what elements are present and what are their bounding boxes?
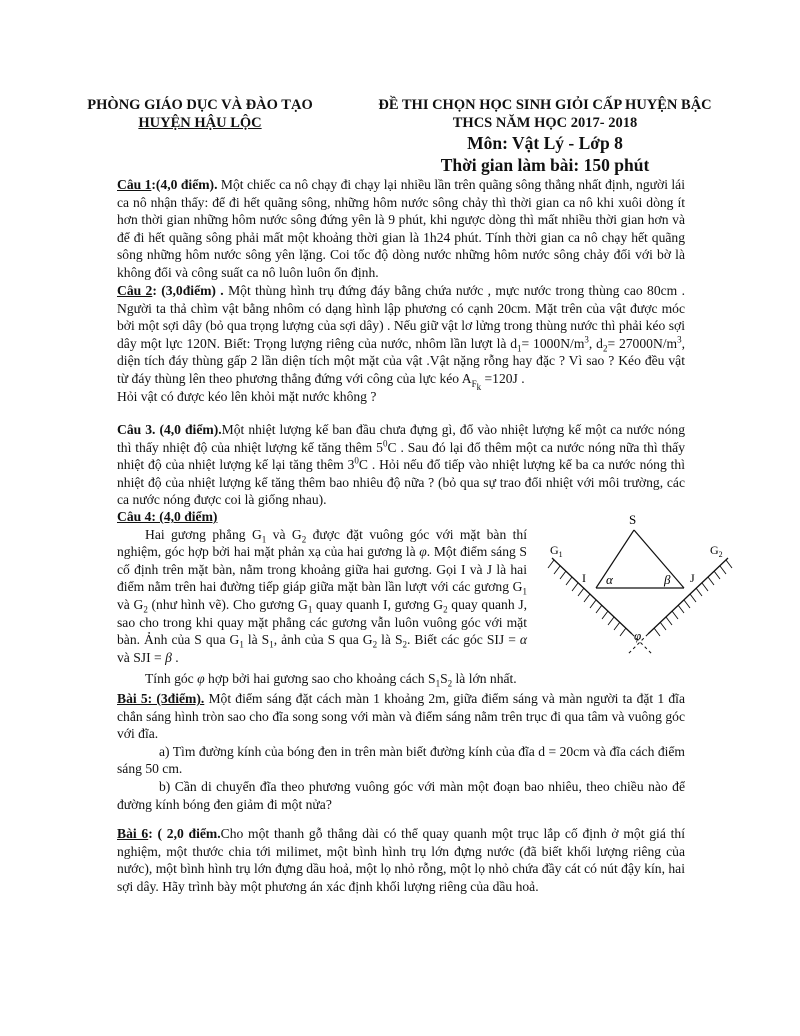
- exam-title: ĐỀ THI CHỌN HỌC SINH GIỎI CẤP HUYỆN BẬC: [378, 97, 712, 113]
- question-4: [117, 508, 527, 666]
- mirror-g1-hatch: [548, 560, 626, 636]
- question-3-label: Câu 3. (4,0 điểm).: [117, 422, 222, 437]
- q4-sub: 1: [522, 587, 527, 598]
- degree-2: 0: [354, 455, 359, 466]
- q4-t14: .: [171, 649, 179, 665]
- question-2-text-a: Một thùng hình trụ đứng đáy bằng chứa nước , mực nước trong thùng cao 80cm . Người ta thả chìm vật bằng nhôm có dạng hình lập phương có cạnh 20cm. Mặt trên của vật được móc bởi một sợi dây (bỏ qua trọng lượng của sợi dây) . Nếu giữ vật lơ lửng trong thùng nước thì phải kéo sợi dây một lực 120N. Biết: Trọng lượng riêng của nước, nhôm lần lượt là d: [117, 283, 685, 351]
- q4-task-a: Tính góc: [145, 671, 198, 686]
- unit-cube-1: 3: [584, 334, 589, 345]
- q4-t2: và G: [266, 526, 302, 542]
- q4-t10: , ảnh của S qua G: [273, 632, 373, 648]
- question-3-text-b: C . Sau đó lại đổ thêm một ca nước nóng nữa thì thấy nhiệt độ của nhiệt lượng kế lại tăng thêm 3: [117, 439, 686, 473]
- label-g1: $G_1$: [550, 543, 563, 559]
- header-left: [80, 96, 320, 132]
- segment-is: [596, 530, 634, 588]
- d1-value: = 1000N/m: [521, 335, 585, 351]
- q4-t7: quay quanh I, gương G: [312, 596, 444, 612]
- beta-symbol: β: [165, 649, 172, 665]
- unit-cube-2: 3: [677, 334, 682, 345]
- question-2-points: : (3,0điểm) .: [152, 283, 224, 298]
- q4-t4: . Một điểm sáng S cố định trên mặt bàn, nằm trong khoảng giữa hai gương. Gọi I và J là hai điểm nằm trên hai đường tiếp giáp giữa mặt bàn lần lượt với các gương G: [117, 544, 527, 595]
- question-3: [117, 421, 685, 509]
- label-i: I: [582, 571, 586, 585]
- q4-sub: 1: [307, 604, 313, 615]
- question-2-text-c: Hỏi vật có được kéo lên khỏi mặt nước không ?: [117, 388, 377, 404]
- q4-t1: Hai gương phẳng G: [145, 526, 262, 542]
- question-5-part-b: b) Cần di chuyển đĩa theo phương vuông góc với màn một đoạn bao nhiêu, theo chiều nào để đường kính bóng đen giảm đi một nửa?: [117, 778, 685, 812]
- q4-t8: quay quanh J, sao cho trong khi quay mặt phẳng các gương vẫn luôn vuông góc với mặt bàn. Ảnh của S qua G: [117, 596, 528, 648]
- district-name: HUYỆN HẬU LỘC: [138, 115, 262, 131]
- q4-sub: 1: [435, 678, 441, 689]
- q4-t9: là S: [243, 632, 270, 648]
- header-right: [350, 96, 740, 176]
- label-g2: $G_2$: [710, 543, 723, 559]
- label-s: S: [629, 512, 637, 527]
- q4-t13: và SJI =: [117, 649, 166, 665]
- question-5-text: Một điểm sáng đặt cách màn 1 khoảng 2m, giữa điểm sáng và màn người ta đặt 1 đĩa chắn sáng hình tròn sao cho đĩa song song với màn và điểm sáng nằm trên trục đi qua tâm và vuông góc với đĩa.: [117, 691, 685, 742]
- q4-sub: 1: [269, 639, 274, 650]
- q4-sub: 2: [301, 534, 307, 545]
- q4-t5: và G: [117, 596, 144, 612]
- q4-task-c: S: [440, 671, 448, 686]
- q4-t11: là S: [377, 632, 403, 648]
- q4-sub: 2: [372, 639, 378, 650]
- exam-time: Thời gian làm bài: 150 phút: [440, 155, 650, 175]
- q4-sub: 2: [143, 604, 148, 615]
- mirror-diagram: [540, 510, 740, 680]
- question-6-points: : ( 2,0 điểm.: [148, 826, 221, 841]
- label-beta: β: [664, 572, 671, 587]
- label-alpha: α: [606, 572, 613, 587]
- question-3-text-a: Một nhiệt lượng kế ban đầu chưa đựng gì, đổ vào nhiệt lượng kế một ca nước nóng thì thấy nhiệt độ của nhiệt lượng kế tăng thêm 5: [117, 422, 685, 455]
- q4-task-b: hợp bởi hai gương sao cho khoảng cách S: [204, 671, 436, 686]
- separator: , d: [588, 335, 603, 351]
- question-1-points: :(4,0 điểm).: [151, 177, 218, 192]
- degree-1: 0: [382, 438, 388, 449]
- segment-js: [634, 530, 684, 588]
- question-1-label: Câu 1: [117, 177, 152, 192]
- question-4-label: Câu 4: (4,0 điểm): [117, 509, 218, 524]
- q4-sub: 1: [239, 639, 244, 650]
- question-5-label: Bài 5: (3điểm).: [117, 691, 205, 706]
- d2-value: = 27000N/m: [607, 335, 678, 351]
- q4-sub: 1: [261, 534, 267, 545]
- question-2: [117, 282, 685, 405]
- question-5: [117, 690, 685, 813]
- q4-t12: . Biết các góc SIJ =: [407, 632, 520, 648]
- question-6: [117, 825, 685, 895]
- q4-t6: (như hình vẽ). Cho gương G: [147, 596, 308, 612]
- work-sub: F: [471, 378, 477, 389]
- label-j: J: [690, 571, 695, 585]
- q4-sub: 2: [443, 604, 448, 615]
- d1-sub: 1: [517, 343, 522, 354]
- phi-symbol: φ: [197, 671, 205, 686]
- department-name: PHÒNG GIÁO DỤC VÀ ĐÀO TẠO: [87, 97, 313, 113]
- d2-sub: 2: [602, 343, 608, 354]
- label-phi: φ: [634, 628, 642, 643]
- q4-sub: 2: [402, 639, 408, 650]
- question-2-text-b: , diện tích đáy thùng gấp 2 lần diện tích một mặt của vật .Vật nặng rỗng hay đặc ? Vì sao ? Kéo đều vật từ đáy thùng lên theo phương thẳng đứng với công của lực kéo A: [117, 335, 686, 386]
- question-6-label: Bài 6: [117, 826, 149, 841]
- question-5-part-a: a) Tìm đường kính của bóng đen in trên màn biết đường kính của đĩa d = 20cm và đĩa cách điểm sáng 50 cm.: [117, 743, 685, 777]
- question-3-text-c: C . Hỏi nếu đổ tiếp vào nhiệt lượng kế ba ca nước nóng thì nhiệt độ của nhiệt lượng kế tăng thêm bao nhiêu độ nữa ? (bỏ qua sự trao đổi nhiệt với môi trường, các ca nước nóng được coi là giống nhau).: [117, 457, 685, 508]
- work-subsub: k: [476, 381, 482, 392]
- q4-sub: 2: [447, 678, 453, 689]
- question-1-text: Một chiếc ca nô chạy đi chạy lại nhiều lần trên quãng sông thẳng nhất định, người lái ca nô nhận thấy: để đi hết quãng sông, những hôm nước sông chảy thì thời gian ca nô khi xuôi dòng ít hơn thời gian những hôm nước sông đứng yên là 9 phút, khi ngược dòng thì mất nhiều thời gian hơn và để đi hết quãng sông phải mất một khoảng thời gian là 1h24 phút. Tính thời gian ca nô chạy hết quãng sông những hôm nước sông yên lặng. Coi tốc độ dòng nước những hôm nước sông chảy đối với bờ là không đổi và công suất ca nô luôn luôn ổn định.: [117, 177, 685, 280]
- q4-t3: được đặt vuông góc với mặt bàn thí nghiệm, góc hợp bởi hai mặt phản xạ của hai gương là: [117, 526, 527, 560]
- alpha-symbol: α: [519, 632, 528, 648]
- exam-subject: Môn: Vật Lý - Lớp 8: [467, 133, 623, 153]
- exam-year: THCS NĂM HỌC 2017- 2018: [452, 115, 638, 131]
- q4-task-d: là lớn nhất.: [452, 671, 517, 686]
- phi-symbol: φ: [419, 544, 427, 560]
- question-2-label: Câu 2: [117, 283, 153, 298]
- question-1: [117, 176, 685, 282]
- work-value: =120J .: [481, 370, 525, 386]
- question-6-text: Cho một thanh gỗ thẳng dài có thể quay quanh một trục lắp cố định ở một giá thí nghiệm, một thước chia tới milimet, một bình hình trụ lớn đựng nước (đã biết khối lượng riêng của nước), một bình hình trụ lớn đựng dầu hoả, một lọ nhỏ rỗng, một lọ nhỏ chứa đầy cát có nút đậy kín, hai sợi dây. Hãy trình bày một phương án xác định khối lượng riêng của dầu hoả.: [117, 826, 685, 894]
